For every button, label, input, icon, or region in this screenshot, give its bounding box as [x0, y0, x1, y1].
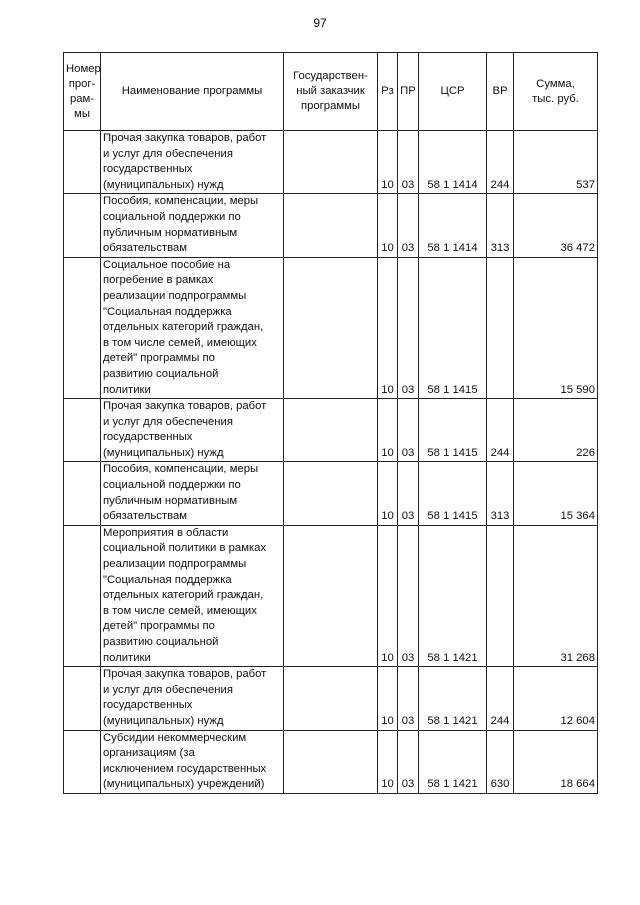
cell-rz: 10 — [378, 667, 398, 730]
cell-pr: 03 — [398, 525, 419, 666]
cell-sum: 36 472 — [514, 194, 598, 257]
cell-customer — [284, 462, 378, 525]
table-row — [64, 462, 598, 525]
cell-name: Социальное пособие на погребение в рамках реализации подпрограммы "Социальная поддержка отдельных категорий граждан, в том числе семей, имеющих детей" программы по развитию социальной политики — [101, 257, 284, 398]
cell-pr: 03 — [398, 257, 419, 398]
header-state-customer: Государствен- ный заказчик программы — [284, 53, 378, 131]
header-vr: ВР — [487, 53, 514, 131]
cell-csr: 58 1 1415 — [419, 462, 487, 525]
cell-pr: 03 — [398, 667, 419, 730]
page-number: 97 — [313, 16, 327, 30]
cell-num — [64, 525, 101, 666]
cell-rz: 10 — [378, 194, 398, 257]
table-row — [64, 257, 598, 398]
cell-name: Прочая закупка товаров, работ и услуг для обеспечения государственных (муниципальных) нужд — [101, 667, 284, 730]
cell-pr: 03 — [398, 462, 419, 525]
cell-vr — [487, 525, 514, 666]
cell-num — [64, 257, 101, 398]
table-row — [64, 194, 598, 257]
cell-rz: 10 — [378, 525, 398, 666]
cell-num — [64, 131, 101, 194]
cell-name: Пособия, компенсации, меры социальной поддержки по публичным нормативным обязательствам — [101, 462, 284, 525]
cell-num — [64, 399, 101, 462]
table-row — [64, 730, 598, 793]
header-program-name: Наименование программы — [101, 53, 284, 131]
cell-pr: 03 — [398, 399, 419, 462]
header-rz: Рз — [378, 53, 398, 131]
cell-csr: 58 1 1421 — [419, 667, 487, 730]
cell-csr: 58 1 1414 — [419, 194, 487, 257]
header-program-number: Номер прог- рам- мы — [64, 53, 101, 131]
cell-customer — [284, 667, 378, 730]
table-row — [64, 399, 598, 462]
header-pr: ПР — [398, 53, 419, 131]
cell-customer — [284, 257, 378, 398]
cell-csr: 58 1 1421 — [419, 730, 487, 793]
cell-num — [64, 730, 101, 793]
cell-pr: 03 — [398, 131, 419, 194]
cell-sum: 226 — [514, 399, 598, 462]
cell-pr: 03 — [398, 730, 419, 793]
cell-sum: 15 590 — [514, 257, 598, 398]
cell-csr: 58 1 1421 — [419, 525, 487, 666]
cell-vr: 313 — [487, 194, 514, 257]
cell-rz: 10 — [378, 131, 398, 194]
cell-customer — [284, 131, 378, 194]
table-header-row — [64, 53, 598, 131]
cell-sum: 31 268 — [514, 525, 598, 666]
cell-num — [64, 667, 101, 730]
cell-vr: 244 — [487, 131, 514, 194]
cell-name: Прочая закупка товаров, работ и услуг для обеспечения государственных (муниципальных) нужд — [101, 131, 284, 194]
cell-pr: 03 — [398, 194, 419, 257]
cell-rz: 10 — [378, 462, 398, 525]
cell-csr: 58 1 1415 — [419, 257, 487, 398]
cell-customer — [284, 399, 378, 462]
cell-customer — [284, 525, 378, 666]
cell-vr — [487, 257, 514, 398]
cell-num — [64, 462, 101, 525]
cell-sum: 12 604 — [514, 667, 598, 730]
cell-csr: 58 1 1415 — [419, 399, 487, 462]
cell-name: Субсидии некоммерческим организациям (за исключением государственных (муниципальных) учреждений) — [101, 730, 284, 793]
table-row — [64, 525, 598, 666]
cell-csr: 58 1 1414 — [419, 131, 487, 194]
cell-rz: 10 — [378, 399, 398, 462]
cell-sum: 18 664 — [514, 730, 598, 793]
budget-table — [63, 52, 598, 794]
cell-name: Прочая закупка товаров, работ и услуг для обеспечения государственных (муниципальных) нужд — [101, 399, 284, 462]
cell-customer — [284, 730, 378, 793]
cell-num — [64, 194, 101, 257]
cell-sum: 537 — [514, 131, 598, 194]
cell-vr: 244 — [487, 399, 514, 462]
table-row — [64, 131, 598, 194]
cell-vr: 244 — [487, 667, 514, 730]
table-body — [64, 131, 598, 794]
cell-rz: 10 — [378, 730, 398, 793]
cell-vr: 630 — [487, 730, 514, 793]
cell-rz: 10 — [378, 257, 398, 398]
table-row — [64, 667, 598, 730]
header-sum: Сумма, тыс. руб. — [514, 53, 598, 131]
cell-customer — [284, 194, 378, 257]
header-csr: ЦСР — [419, 53, 487, 131]
cell-vr: 313 — [487, 462, 514, 525]
cell-sum: 15 364 — [514, 462, 598, 525]
cell-name: Пособия, компенсации, меры социальной поддержки по публичным нормативным обязательствам — [101, 194, 284, 257]
cell-name: Мероприятия в области социальной политики в рамках реализации подпрограммы "Социальная поддержка отдельных категорий граждан, в том числе семей, имеющих детей" программы по развитию социальной политики — [101, 525, 284, 666]
